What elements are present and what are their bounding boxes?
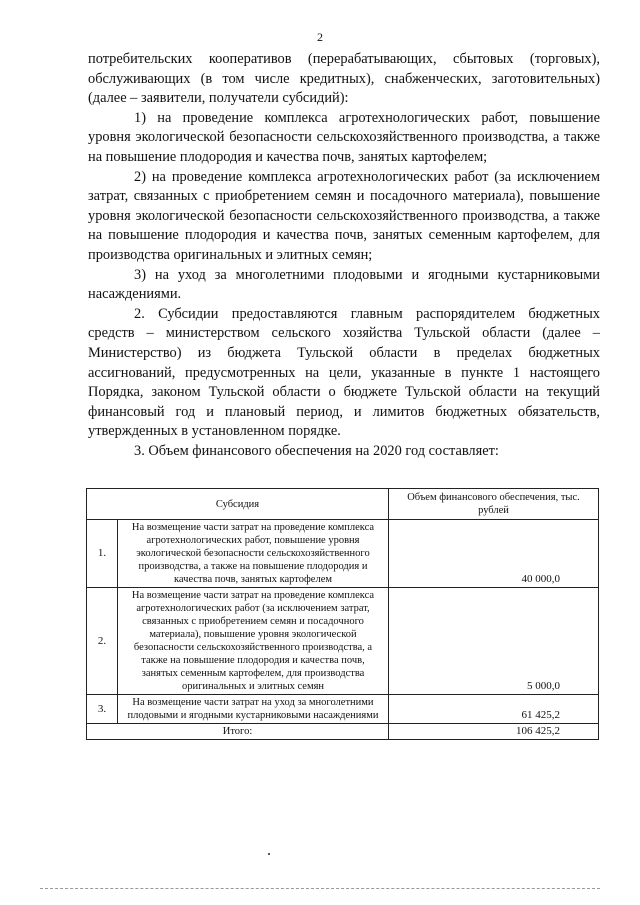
table-row [87, 520, 599, 588]
scan-bottom-line [40, 888, 600, 889]
paragraph-clause-2: 2. Субсидии предоставляются главным распорядителем бюджетных средств – министерством сельского хозяйства Тульской области (далее – Министерство) из бюджета Тульской области в пределах бюджетных ассигнований, предусмотренных на цели, указанные в пункте 1 настоящего Порядка, законом Тульской области о бюджете Тульской области на текущий финансовый год и плановый период, и лимитов бюджетных обязательств, утвержденных в установленном порядке. [88, 305, 600, 440]
paragraph-intro: потребительских кооперативов (перерабатывающих, сбытовых (торговых), обслуживающих (в том числе кредитных), снабженческих, заготовительных) (далее – заявители, получатели субсидий): [88, 51, 600, 107]
row-number: 1. [87, 520, 118, 588]
header-amount: Объем финансового обеспечения, тыс. рублей [389, 489, 599, 520]
total-amount: 106 425,2 [389, 724, 599, 740]
row-description: На возмещение части затрат на проведение комплекса агротехнологических работ (за исключением затрат, связанных с приобретением семян и посадочного материала), повышение уровня экологической безопасности сельскохозяйственного производства, а также на повышение плодородия и качества почв, занятых семенным картофелем, для производства оригинальных и элитных семян [118, 588, 389, 695]
table-header-row [87, 489, 599, 520]
row-number: 2. [87, 588, 118, 695]
document-body [88, 50, 600, 461]
paragraph-clause-3: 3. Объем финансового обеспечения на 2020 год составляет: [134, 442, 499, 459]
header-subsidy: Субсидия [87, 489, 389, 520]
paragraph-item-2: 2) на проведение комплекса агротехнологических работ (за исключением затрат, связанных с приобретением семян и посадочного материала), повышение уровня экологической безопасности сельскохозяйственного производства, а также на повышение плодородия и качества почв, занятых семенным картофелем, для производства оригинальных и элитных семян; [88, 168, 600, 263]
row-number: 3. [87, 695, 118, 724]
row-description: На возмещение части затрат на проведение комплекса агротехнологических работ, повышение уровня экологической безопасности сельскохозяйственного производства, а также на повышение плодородия и качества почв, занятых картофелем [118, 520, 389, 588]
funding-table [86, 488, 599, 740]
table-total-row [87, 724, 599, 740]
page-number: 2 [317, 30, 323, 44]
table-row [87, 588, 599, 695]
row-amount: 40 000,0 [389, 520, 599, 588]
table-row [87, 695, 599, 724]
row-description: На возмещение части затрат на уход за многолетними плодовыми и ягодными кустарниковыми насаждениями [118, 695, 389, 724]
paragraph-item-1: 1) на проведение комплекса агротехнологических работ, повышение уровня экологической безопасности сельскохозяйственного производства, а также на повышение плодородия и качества почв, занятых картофелем; [88, 109, 600, 165]
row-amount: 5 000,0 [389, 588, 599, 695]
scan-speck [268, 853, 270, 855]
row-amount: 61 425,2 [389, 695, 599, 724]
paragraph-item-3: 3) на уход за многолетними плодовыми и ягодными кустарниковыми насаждениями. [88, 266, 600, 303]
total-label: Итого: [87, 724, 389, 740]
